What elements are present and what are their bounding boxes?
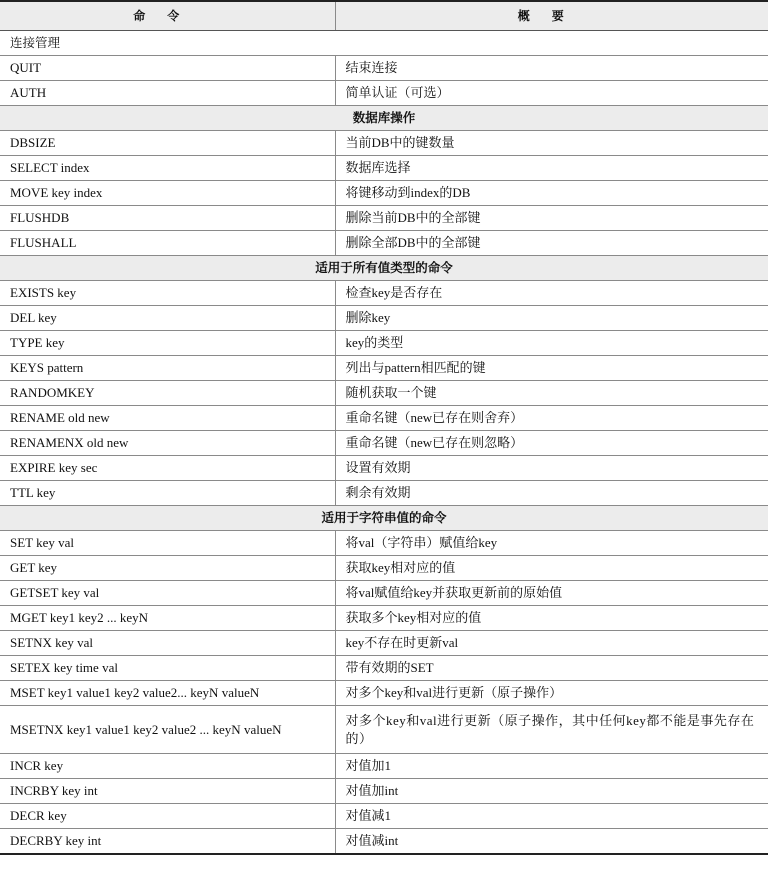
table-row [0,556,768,581]
table-row [0,306,768,331]
table-row [0,779,768,804]
table-row [0,531,768,556]
table-row [0,656,768,681]
command-cell: INCR key [0,754,335,779]
table-row [0,156,768,181]
summary-cell: 简单认证（可选） [335,81,768,106]
table-row [0,181,768,206]
summary-cell: 删除全部DB中的全部键 [335,231,768,256]
table-row [0,231,768,256]
table-row [0,631,768,656]
command-cell: KEYS pattern [0,356,335,381]
table-row [0,606,768,631]
command-cell: GET key [0,556,335,581]
command-cell: DBSIZE [0,131,335,156]
command-cell: SETNX key val [0,631,335,656]
section-title: 数据库操作 [0,106,768,131]
section-heading-row [0,106,768,131]
table-row [0,681,768,706]
command-cell: QUIT [0,56,335,81]
table-row [0,754,768,779]
command-cell: DECR key [0,804,335,829]
command-cell: RANDOMKEY [0,381,335,406]
command-cell: GETSET key val [0,581,335,606]
command-cell: SETEX key time val [0,656,335,681]
command-cell: TYPE key [0,331,335,356]
table-row [0,581,768,606]
table-header-row [0,1,768,31]
command-cell: DEL key [0,306,335,331]
command-cell: AUTH [0,81,335,106]
command-cell: MSETNX key1 value1 key2 value2 ... keyN valueN [0,706,335,754]
command-column-header: 命令 [0,1,335,31]
summary-cell: 重命名键（new已存在则忽略） [335,431,768,456]
command-cell: EXISTS key [0,281,335,306]
command-cell: MGET key1 key2 ... keyN [0,606,335,631]
command-cell: INCRBY key int [0,779,335,804]
table-row [0,281,768,306]
summary-cell: 结束连接 [335,56,768,81]
section-heading-row [0,506,768,531]
command-cell: TTL key [0,481,335,506]
summary-cell: 删除当前DB中的全部键 [335,206,768,231]
summary-column-header: 概要 [335,1,768,31]
command-cell: EXPIRE key sec [0,456,335,481]
command-cell: SET key val [0,531,335,556]
table-row [0,81,768,106]
table-row [0,481,768,506]
command-cell: FLUSHALL [0,231,335,256]
section-heading-row [0,256,768,281]
section-title: 连接管理 [0,31,768,56]
summary-cell: key不存在时更新val [335,631,768,656]
summary-cell: 检查key是否存在 [335,281,768,306]
summary-cell: 将val赋值给key并获取更新前的原始值 [335,581,768,606]
command-cell: RENAME old new [0,406,335,431]
command-cell: MSET key1 value1 key2 value2... keyN valueN [0,681,335,706]
summary-cell: 数据库选择 [335,156,768,181]
summary-cell: 对值加1 [335,754,768,779]
table-row [0,431,768,456]
command-cell: RENAMENX old new [0,431,335,456]
summary-cell: 获取key相对应的值 [335,556,768,581]
table-row [0,381,768,406]
command-cell: SELECT index [0,156,335,181]
summary-cell: 当前DB中的键数量 [335,131,768,156]
summary-cell: key的类型 [335,331,768,356]
command-cell: FLUSHDB [0,206,335,231]
table-row [0,829,768,855]
summary-cell: 将val（字符串）赋值给key [335,531,768,556]
table-row [0,56,768,81]
section-title: 适用于所有值类型的命令 [0,256,768,281]
section-heading-row [0,31,768,56]
summary-cell: 对多个key和val进行更新（原子操作） [335,681,768,706]
summary-cell: 删除key [335,306,768,331]
summary-cell: 对值减int [335,829,768,855]
summary-cell: 设置有效期 [335,456,768,481]
summary-cell: 将键移动到index的DB [335,181,768,206]
table-row [0,131,768,156]
table-row [0,331,768,356]
table-row [0,706,768,754]
table-row [0,206,768,231]
table-row [0,456,768,481]
summary-cell: 带有效期的SET [335,656,768,681]
summary-cell: 对多个key和val进行更新（原子操作，其中任何key都不能是事先存在的） [335,706,768,754]
section-title: 适用于字符串值的命令 [0,506,768,531]
command-cell: MOVE key index [0,181,335,206]
table-row [0,356,768,381]
summary-cell: 列出与pattern相匹配的键 [335,356,768,381]
table-row [0,406,768,431]
command-cell: DECRBY key int [0,829,335,855]
table-row [0,804,768,829]
summary-cell: 对值减1 [335,804,768,829]
summary-cell: 随机获取一个键 [335,381,768,406]
summary-cell: 获取多个key相对应的值 [335,606,768,631]
summary-cell: 剩余有效期 [335,481,768,506]
summary-cell: 对值加int [335,779,768,804]
summary-cell: 重命名键（new已存在则舍弃） [335,406,768,431]
